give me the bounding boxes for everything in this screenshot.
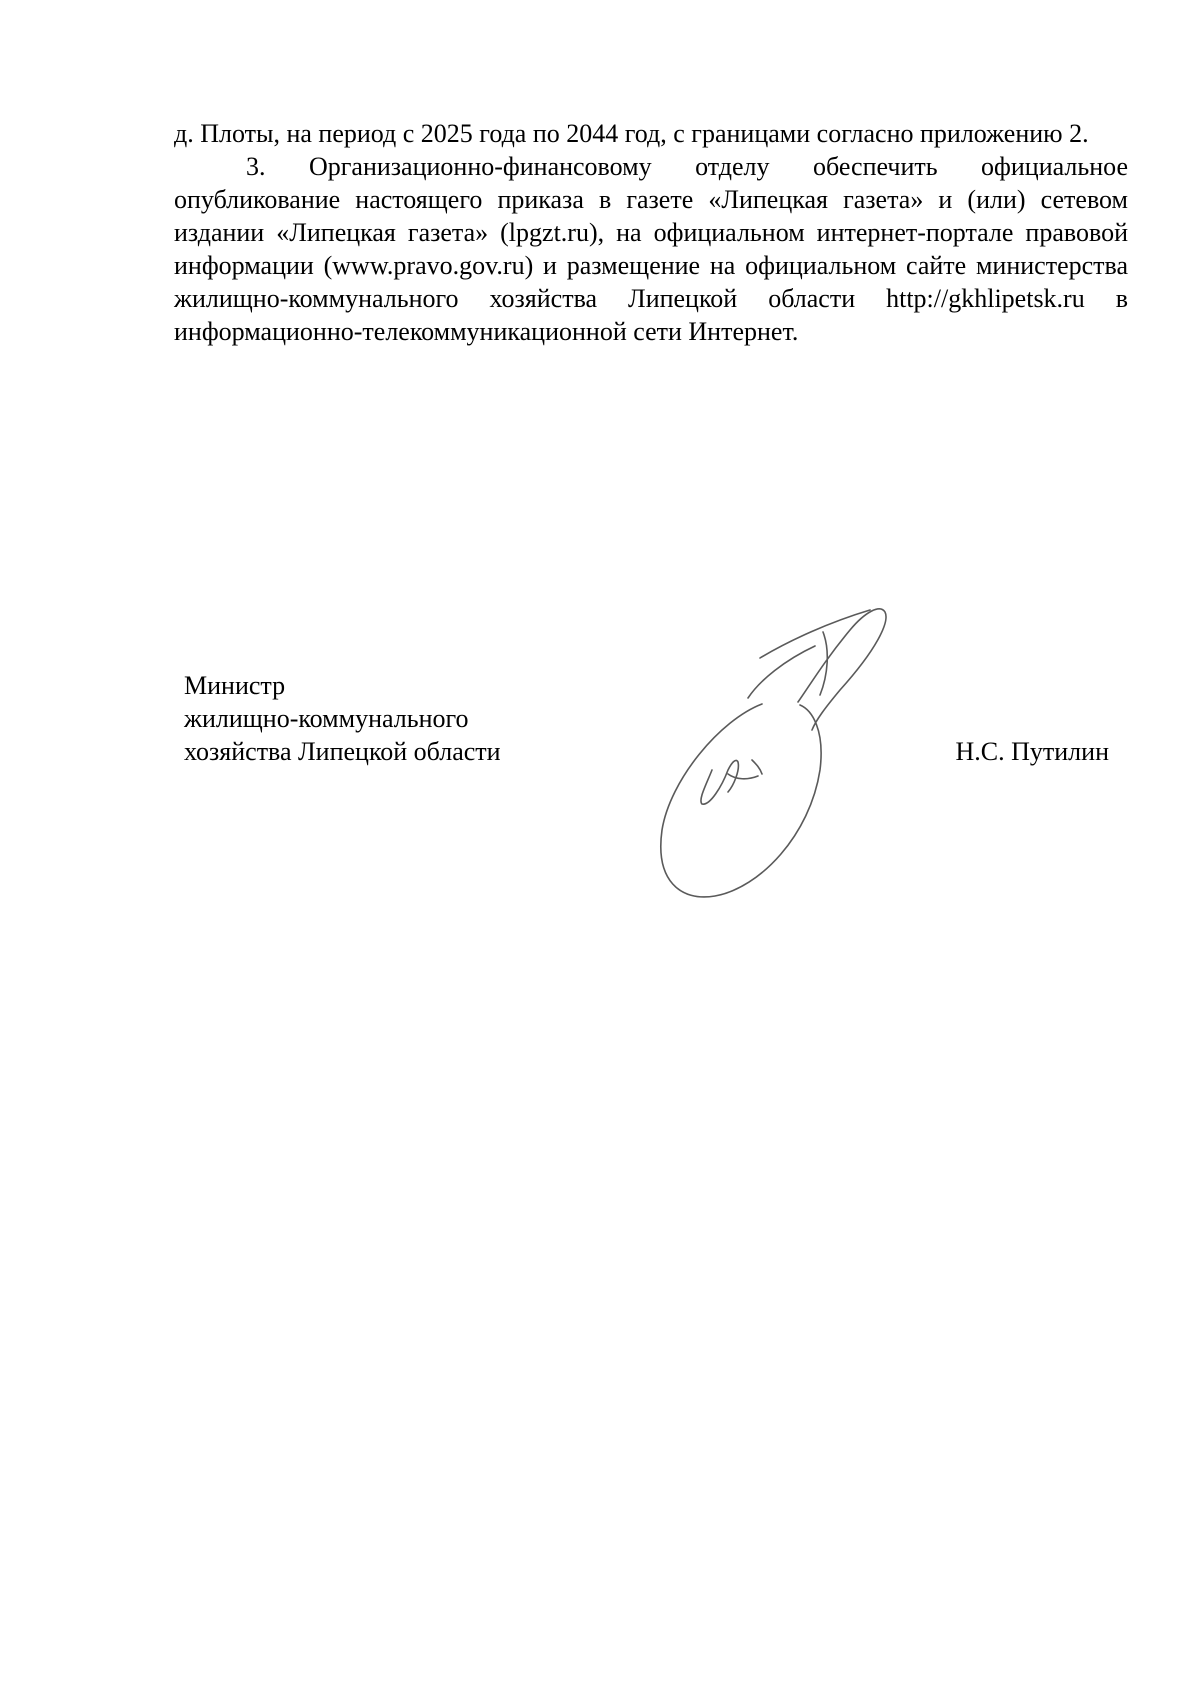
clause-3-paragraph: 3. Организационно-финансовому отделу обеспечить официальное опубликование настоящего приказа в газете «Липецкая газета» и (или) сетевом издании «Липецкая газета» (lpgzt.ru), на официальном интернет-портале правовой информации (www.pravo.gov.ru) и размещение на официальном сайте министерства жилищно-коммунального хозяйства Липецкой области http://gkhlipetsk.ru в информационно-телекоммуникационной сети Интернет. (174, 152, 1128, 346)
handwritten-signature (640, 590, 940, 910)
document-body (174, 117, 1128, 348)
position-line: Министр (184, 671, 286, 700)
position-line: хозяйства Липецкой области (184, 737, 501, 766)
position-line: жилищно-коммунального (184, 704, 469, 733)
continuation-paragraph: д. Плоты, на период с 2025 года по 2044 год, с границами согласно приложению 2. (174, 119, 1089, 148)
signatory-position (184, 669, 501, 768)
signer-name: Н.С. Путилин (955, 737, 1109, 766)
